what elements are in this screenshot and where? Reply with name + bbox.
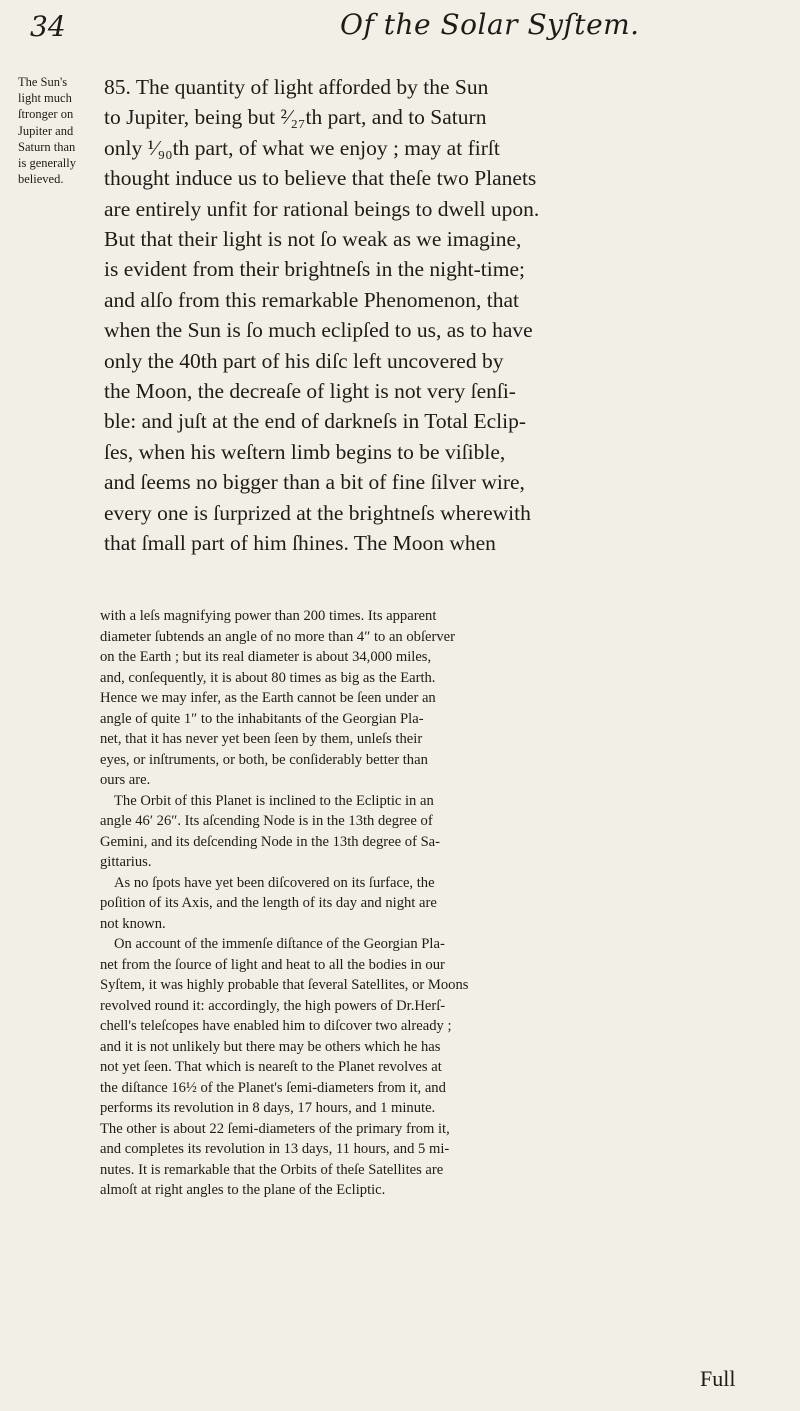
margin-note [18, 74, 98, 187]
note-line: performs its revolution in 8 days, 17 hours, and 1 minute. [100, 1100, 436, 1116]
main-text-line: ble: and juſt at the end of darkneſs in Total Eclip- [104, 409, 527, 434]
note-line: Hence we may infer, as the Earth cannot be ſeen under an [100, 690, 436, 706]
main-text-line: and alſo from this remarkable Phenomenon, that [104, 287, 519, 312]
note-line: the diſtance 16½ of the Planet's ſemi-diameters from it, and [100, 1079, 446, 1096]
note-line: revolved round it: accordingly, the high powers of Dr.Herſ- [100, 997, 446, 1014]
margin-note-line: ſtronger on [18, 107, 74, 122]
note-line: The Orbit of this Planet is inclined to the Ecliptic in an [114, 792, 434, 809]
note-line: As no ſpots have yet been diſcovered on its ſurface, the [114, 874, 435, 891]
main-text-line: that ſmall part of him ſhines. The Moon when [104, 531, 496, 556]
margin-note-line: Saturn than [18, 139, 76, 154]
note-line: and completes its revolution in 13 days, 11 hours, and 5 mi- [100, 1141, 450, 1157]
margin-note-line: believed. [18, 172, 64, 187]
running-head: Of the Solar Syſtem. [340, 8, 640, 41]
main-text-line: every one is ſurprized at the brightneſs wherewith [104, 500, 531, 525]
main-text-line: the Moon, the decreaſe of light is not very ſenſi- [104, 379, 516, 404]
main-text-line: only the 40th part of his diſc left uncovered by [104, 348, 504, 373]
note-line: angle 46′ 26″. Its aſcending Node is in the 13th degree of [100, 813, 433, 829]
note-line: gittarius. [100, 854, 152, 870]
note-line: Syſtem, it was highly probable that ſeveral Satellites, or Moons [100, 977, 469, 993]
note-line: diameter ſubtends an angle of no more than 4″ to an obſerver [100, 628, 455, 645]
margin-note-line: is generally [18, 156, 76, 171]
main-text-line: only ¹⁄₉₀th part, of what we enjoy ; may at firſt [104, 135, 500, 160]
main-text-line: thought induce us to believe that theſe two Planets [104, 166, 537, 191]
main-text-line: and ſeems no bigger than a bit of fine ſilver wire, [104, 470, 525, 495]
note-line: ours are. [100, 772, 151, 788]
note-line: and, conſequently, it is about 80 times as big as the Earth. [100, 669, 436, 686]
main-text-line: is evident from their brightneſs in the night-time; [104, 257, 525, 282]
note-line: On account of the immenſe diſtance of the Georgian Pla- [114, 936, 445, 952]
note-line: not known. [100, 915, 166, 932]
note-line: and it is not unlikely but there may be others which he has [100, 1038, 441, 1055]
main-text-line: when the Sun is ſo much eclipſed to us, as to have [104, 318, 533, 343]
note-line: not yet ſeen. That which is neareſt to the Planet revolves at [100, 1059, 442, 1075]
main-text-line: are entirely unfit for rational beings to dwell upon. [104, 196, 540, 221]
note-line: poſition of its Axis, and the length of its day and night are [100, 895, 437, 911]
margin-note-line: Jupiter and [18, 123, 74, 138]
main-text-line: But that their light is not ſo weak as we imagine, [104, 227, 522, 252]
page-number: 34 [30, 10, 66, 43]
note-line: The other is about 22 ſemi-diameters of the primary from it, [100, 1120, 450, 1137]
main-text-line: 85. The quantity of light afforded by the Sun [104, 75, 489, 99]
main-paragraph [104, 72, 744, 559]
catchword: Full [700, 1366, 736, 1391]
note-line: eyes, or inſtruments, or both, be conſiderably better than [100, 751, 428, 768]
note-line: with a leſs magnifying power than 200 times. Its apparent [100, 608, 437, 624]
note-line: almoſt at right angles to the plane of the Ecliptic. [100, 1182, 386, 1198]
main-text-line: ſes, when his weſtern limb begins to be viſible, [104, 439, 506, 464]
note-line: Gemini, and its deſcending Node in the 13th degree of Sa- [100, 833, 441, 850]
note-line: nutes. It is remarkable that the Orbits of theſe Satellites are [100, 1161, 444, 1178]
note-line: net from the ſource of light and heat to all the bodies in our [100, 956, 445, 973]
note-line: angle of quite 1″ to the inhabitants of the Georgian Pla- [100, 710, 424, 727]
note-line: on the Earth ; but its real diameter is about 34,000 miles, [100, 649, 432, 665]
note-line: net, that it has never yet been ſeen by them, unleſs their [100, 731, 423, 747]
margin-note-line: The Sun's [18, 75, 68, 89]
main-text-line: to Jupiter, being but ²⁄₂₇th part, and to Saturn [104, 105, 487, 130]
footnotes [100, 606, 760, 1201]
note-line: chell's teleſcopes have enabled him to diſcover two already ; [100, 1018, 452, 1034]
margin-note-line: light much [18, 91, 72, 106]
